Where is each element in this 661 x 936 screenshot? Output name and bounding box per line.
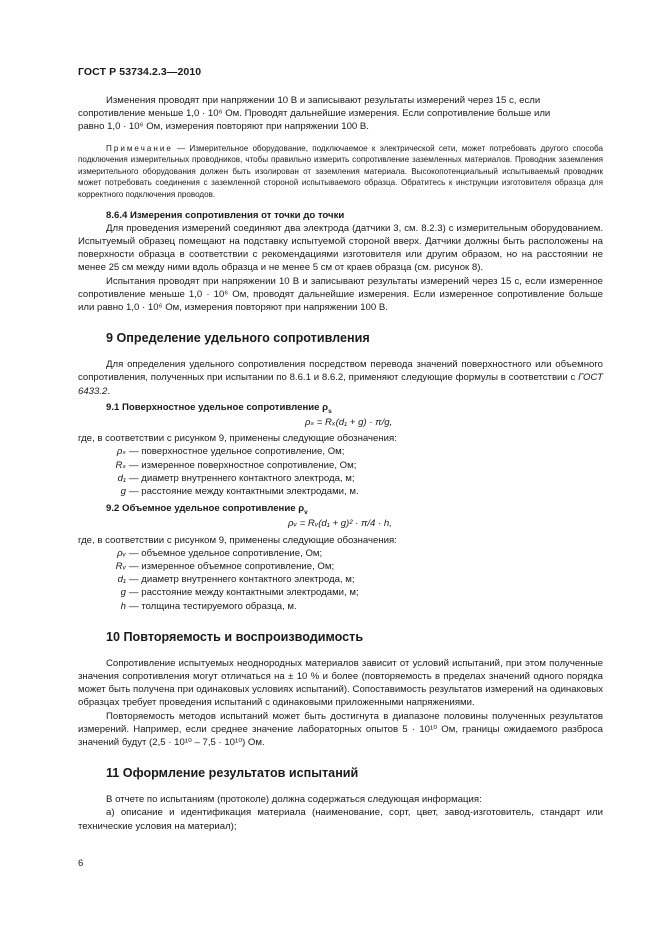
- definition-item: [78, 459, 603, 472]
- definition-item: [78, 600, 603, 613]
- subsection-title: 9.2 Объемное удельное сопротивление $\rho_v$: [106, 503, 308, 517]
- definition-symbol: ρₛ: [116, 446, 126, 458]
- definition-item: [78, 445, 603, 458]
- document-header: ГОСТ Р 53734.2.3—2010: [78, 66, 202, 78]
- definition-item: [78, 560, 603, 573]
- definition-item: [78, 547, 603, 560]
- note-text: — Измерительное оборудование, подключаемое к электрической сети, может потребовать другого способа подключения измерительных проводников, чтобы правильно измерить сопротивление заземленных материалов. Проводник заземления измерительного оборудования должен быть изолирован от заземления материала. Высокопотенциальный испытываемый проводник может потребовать соединения с заземленной стороной испытываемого образца. Обратитесь к инструкции изготовителя образца для корректного подключения проводов.: [78, 143, 603, 199]
- definition-list: [78, 445, 603, 498]
- paragraph: где, в соответствии с рисунком 9, применены следующие обозначения:: [78, 433, 397, 445]
- page-number: 6: [78, 858, 84, 869]
- paragraph: Испытания проводят при напряжении 10 В и записывают результаты измерений через 15 с, если измеренное сопротивление меньше 1,0 · 10⁶ Ом, проводят дальнейшие измерения. Если измеренное сопротивление больше или равно 1,0 · 10⁶ Ом, измерения повторяют при напряжении 100 В.: [78, 275, 603, 313]
- definition-text: — расстояние между контактными электродами, м.: [129, 486, 359, 498]
- section-title: 11 Оформление результатов испытаний: [106, 766, 359, 781]
- section-title: 9 Определение удельного сопротивления: [106, 331, 370, 346]
- paragraph: сопротивление меньше 1,0 · 10⁶ Ом. Проводят дальнейшие измерения. Если сопротивление больше или: [78, 108, 551, 120]
- definition-item: [78, 485, 603, 498]
- definition-symbol: g: [120, 587, 126, 599]
- note-label: Примечание: [106, 143, 173, 153]
- definition-text: — измеренное объемное сопротивление, Ом;: [129, 561, 335, 573]
- paragraph: где, в соответствии с рисунком 9, применены следующие обозначения:: [78, 534, 397, 546]
- paragraph: Повторяемость методов испытаний может быть достигнута в диапазоне половины полученных результатов измерений. Например, если среднее значение лабораторных опытов 5 · 10¹⁰ Ом, границы ожидаемого разброса значений будут (2,5 · 10¹⁰ – 7,5 · 10¹⁰) Ом.: [78, 710, 603, 749]
- definition-text: — толщина тестируемого образца, м.: [129, 600, 297, 612]
- definition-item: [78, 573, 603, 586]
- definition-text: — объемное удельное сопротивление, Ом;: [129, 547, 323, 559]
- subsection-title: 8.6.4 Измерения сопротивления от точки до точки: [106, 209, 345, 221]
- definition-symbol: Rₛ: [115, 459, 126, 471]
- definition-text: — измеренное поверхностное сопротивление, Ом;: [129, 459, 357, 471]
- formula: ρᵥ = Rᵥ(d₁ + g)² · π/4 · h,: [288, 518, 392, 530]
- definition-symbol: Rᵥ: [115, 561, 126, 573]
- document-body: [78, 94, 603, 833]
- subsection-title: 9.1 Поверхностное удельное сопротивление $\rho_s$: [106, 401, 332, 415]
- definition-symbol: g: [120, 486, 126, 498]
- paragraph: Для проведения измерений соединяют два электрода (датчики 3, см. 8.2.3) с измерительным оборудованием. Испытуемый образец помещают на подставку испытуемой стороной вверх. Датчики должны быть расположены на поверхности образца в соответствии с рекомендациями изготовителя или другим образом, но на расстоянии не менее 25 см между ними вдоль образца и не менее 5 см от краев образца (см. рисунок 8).: [78, 222, 603, 274]
- paragraph: Сопротивление испытуемых неоднородных материалов зависит от условий испытаний, при этом полученные значения сопротивления могут отличаться на ± 10 % и более (повторяемость в пределах значений одного порядка может быть получена при одинаковых условиях испытаний). Сопоставимость результатов измерений на одинаковых образцах требует проведения испытаний с одинаковыми приложенными напряжениями.: [78, 657, 603, 709]
- definition-item: [78, 586, 603, 599]
- list-item: а) описание и идентификация материала (наименование, сорт, цвет, завод-изготовитель, стандарт или технические условия на материал);: [78, 807, 603, 832]
- formula: ρₛ = Rₓ(d₁ + g) · π/g,: [305, 417, 393, 429]
- paragraph: Для определения удельного сопротивления посредством перевода значений поверхностного или объемного сопротивления, полученных при испытании по 8.6.1 и 8.6.2, применяют следующие формулы в соответствии с ГОСТ 6433.2.: [78, 359, 603, 397]
- definition-text: — расстояние между контактными электродами, м;: [129, 587, 359, 599]
- definition-list: [78, 547, 603, 613]
- definition-text: — поверхностное удельное сопротивление, Ом;: [129, 446, 345, 458]
- definition-symbol: d₁: [117, 574, 126, 586]
- standard-reference: ГОСТ 6433.2: [78, 372, 603, 397]
- note: [78, 143, 603, 201]
- definition-item: [78, 472, 603, 485]
- definition-symbol: h: [120, 600, 126, 612]
- section-title: 10 Повторяемость и воспроизводимость: [106, 629, 364, 644]
- paragraph: В отчете по испытаниям (протоколе) должна содержаться следующая информация:: [106, 794, 482, 806]
- paragraph: равно 1,0 · 10⁶ Ом, измерения повторяют при напряжении 100 В.: [78, 121, 369, 133]
- definition-symbol: d₁: [117, 472, 126, 484]
- paragraph: Изменения проводят при напряжении 10 В и записывают результаты измерений через 15 с, если: [106, 95, 541, 106]
- definition-text: — диаметр внутреннего контактного электрода, м;: [129, 574, 355, 586]
- definition-symbol: ρᵥ: [117, 547, 126, 559]
- definition-text: — диаметр внутреннего контактного электрода, м;: [129, 472, 355, 484]
